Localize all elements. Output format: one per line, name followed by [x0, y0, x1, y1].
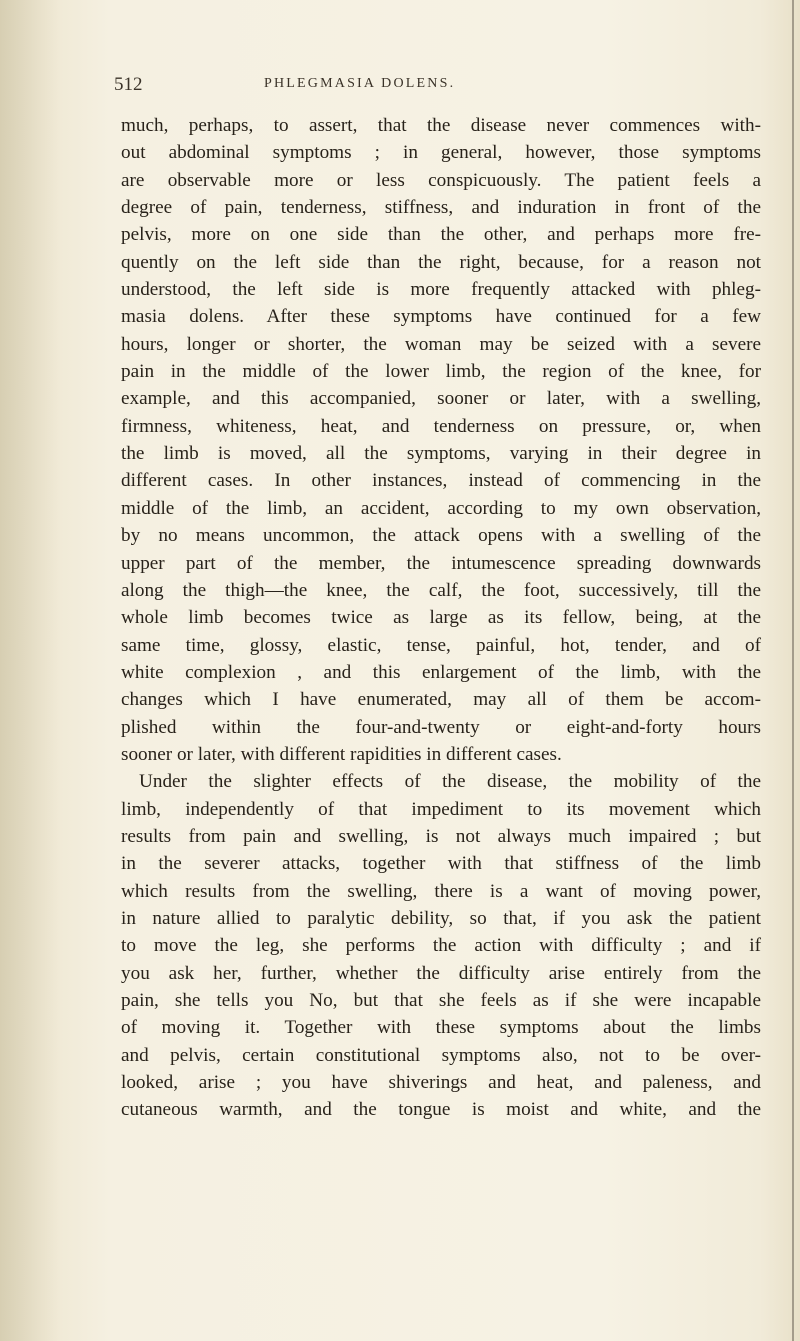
text-line: results from pain and swelling, is not always much impaired ; but — [121, 825, 761, 847]
text-line: of moving it. Together with these symptoms about the limbs — [121, 1017, 761, 1039]
page-gutter-stain — [0, 0, 60, 1341]
text-line: cutaneous warmth, and the tongue is moist and white, and the — [121, 1099, 761, 1121]
running-head: PHLEGMASIA DOLENS. — [264, 76, 456, 91]
text-line: much, perhaps, to assert, that the disease never commences with- — [121, 115, 761, 136]
text-line: example, and this accompanied, sooner or later, with a swelling, — [121, 388, 761, 410]
text-line: pain, she tells you No, but that she feels as if she were incapable — [121, 990, 761, 1011]
text-line: quently on the left side than the right, because, for a reason not — [121, 251, 761, 273]
text-line: along the thigh—the knee, the calf, the foot, successively, till the — [121, 579, 761, 601]
text-line: masia dolens. After these symptoms have continued for a few — [121, 306, 761, 328]
text-line: limb, independently of that impediment to its movement which — [121, 798, 761, 820]
text-line: hours, longer or shorter, the woman may be seized with a severe — [121, 333, 761, 355]
text-line: looked, arise ; you have shiverings and heat, and paleness, and — [121, 1072, 761, 1094]
text-line: firmness, whiteness, heat, and tenderness on pressure, or, when — [121, 415, 761, 437]
text-line: are observable more or less conspicuously. The patient feels a — [121, 169, 761, 191]
text-line: degree of pain, tenderness, stiffness, and induration in front of the — [121, 197, 761, 219]
text-line: changes which I have enumerated, may all of them be accom- — [121, 689, 761, 711]
body-text — [121, 112, 761, 1124]
text-line: and pelvis, certain constitutional symptoms also, not to be over- — [121, 1044, 761, 1066]
text-line: whole limb becomes twice as large as its fellow, being, at the — [121, 607, 761, 629]
text-line: to move the leg, she performs the action with difficulty ; and if — [121, 935, 761, 957]
page-number: 512 — [114, 74, 143, 95]
text-line: upper part of the member, the intumescence spreading downwards — [121, 552, 761, 574]
page-edge-line — [792, 0, 794, 1341]
text-line: you ask her, further, whether the difficulty arise entirely from the — [121, 962, 761, 984]
text-line-paragraph-start: Under the slighter effects of the disease, the mobility of the — [139, 771, 761, 793]
text-line: middle of the limb, an accident, according to my own observation, — [121, 497, 761, 519]
text-line: understood, the left side is more frequently attacked with phleg- — [121, 279, 761, 301]
text-line: same time, glossy, elastic, tense, painful, hot, tender, and of — [121, 634, 761, 656]
text-line: plished within the four-and-twenty or eight-and-forty hours — [121, 716, 761, 738]
text-line-paragraph-end: sooner or later, with different rapidities in different cases. — [121, 743, 562, 765]
text-line: out abdominal symptoms ; in general, however, those symptoms — [121, 142, 761, 164]
text-line: white complexion , and this enlargement of the limb, with the — [121, 661, 761, 683]
page-header — [114, 74, 764, 98]
text-line: in nature allied to paralytic debility, so that, if you ask the patient — [121, 907, 761, 929]
text-line: pelvis, more on one side than the other, and perhaps more fre- — [121, 224, 761, 246]
text-line: pain in the middle of the lower limb, the region of the knee, for — [121, 361, 761, 383]
text-line: different cases. In other instances, instead of commencing in the — [121, 470, 761, 492]
text-line: in the severer attacks, together with that stiffness of the limb — [121, 853, 761, 875]
text-line: by no means uncommon, the attack opens with a swelling of the — [121, 525, 761, 547]
text-line: which results from the swelling, there is a want of moving power, — [121, 880, 761, 902]
text-line: the limb is moved, all the symptoms, varying in their degree in — [121, 443, 761, 465]
